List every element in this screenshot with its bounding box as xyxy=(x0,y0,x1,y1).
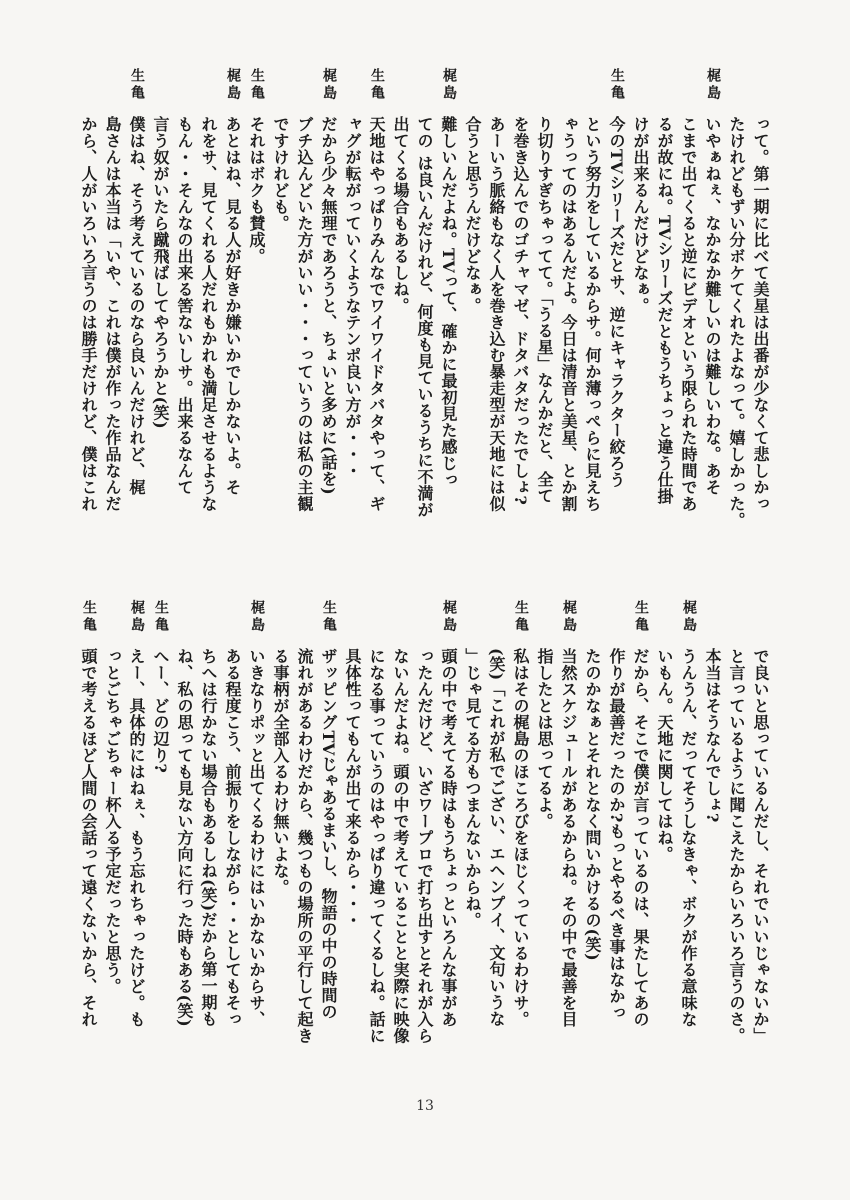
text-column xyxy=(175,600,194,1090)
speaker-spacer xyxy=(607,600,626,648)
text-column xyxy=(751,600,770,1090)
speaker-spacer xyxy=(463,600,482,648)
text-column xyxy=(343,68,362,538)
dialogue-line: 合うと思うんだけどなぁ。 xyxy=(463,116,482,314)
speaker-spacer xyxy=(535,68,554,116)
speaker-spacer xyxy=(343,68,362,116)
text-column xyxy=(151,600,170,1090)
text-column xyxy=(631,68,650,538)
text-column xyxy=(199,600,218,1090)
text-column xyxy=(679,600,698,1090)
text-column xyxy=(439,600,458,1090)
text-column xyxy=(583,68,602,538)
dialogue-line: ブチ込んどいた方がいい・・・っていうのは私の主観 xyxy=(295,116,314,512)
speaker-label: 梶島 xyxy=(561,600,577,634)
speaker-label: 生亀 xyxy=(129,68,145,102)
speaker-spacer xyxy=(751,68,770,116)
speaker-label: 生亀 xyxy=(513,600,529,634)
dialogue-line: もん・・そんなの出来る筈ないしサ。出来るなんて xyxy=(175,116,194,496)
speaker-spacer xyxy=(583,68,602,116)
text-column xyxy=(631,600,650,1090)
dialogue-line: 出てくる場合もあるしね。 xyxy=(391,116,410,314)
speaker-spacer xyxy=(463,68,482,116)
text-column xyxy=(511,600,530,1090)
speaker-spacer xyxy=(751,600,770,648)
text-column xyxy=(439,68,458,538)
speaker-spacer xyxy=(415,600,434,648)
text-column xyxy=(247,68,266,538)
speaker-label: 梶島 xyxy=(681,600,697,634)
text-column xyxy=(247,600,266,1090)
speaker-spacer xyxy=(175,68,194,116)
dialogue-line: 頭の中で考えてる時はもうちょっといろんな事があ xyxy=(439,648,458,1028)
speaker-spacer xyxy=(631,68,650,116)
dialogue-line: になる事っていうのはやっぱり違ってくるしね。話に xyxy=(367,648,386,1044)
text-column xyxy=(487,600,506,1090)
dialogue-line: から、人がいろいろ言うのは勝手だけれど、僕はこれ xyxy=(79,116,98,512)
text-column xyxy=(535,600,554,1090)
text-column xyxy=(727,68,746,538)
dialogue-line: 指したとは思ってるよ。 xyxy=(535,648,554,830)
text-column xyxy=(223,68,242,538)
text-column xyxy=(127,68,146,538)
text-column xyxy=(391,600,410,1090)
text-column xyxy=(607,68,626,538)
speaker-spacer xyxy=(79,68,98,116)
text-column xyxy=(79,600,98,1090)
speaker-label: 生亀 xyxy=(153,600,169,634)
dialogue-line: ある程度こう、前振りをしながら・・としてもそっ xyxy=(223,648,242,1028)
dialogue-line: だから少々無理であろうと、ちょいと多めに(話を) xyxy=(319,116,338,496)
speaker-label: 梶島 xyxy=(705,68,721,102)
text-column xyxy=(343,600,362,1090)
speaker-label: 梶島 xyxy=(129,600,145,634)
dialogue-line: 難しいんだよね。TVって、確かに最初見た感じっ xyxy=(439,116,458,488)
speaker-spacer xyxy=(103,600,122,648)
dialogue-line: 作りが最善だったのか?もっとやるべき事はなかっ xyxy=(607,648,626,1021)
text-column xyxy=(727,600,746,1090)
text-column xyxy=(367,68,386,538)
speaker-spacer xyxy=(391,600,410,648)
text-column xyxy=(463,68,482,538)
text-column xyxy=(559,600,578,1090)
speaker-label: 梶島 xyxy=(441,600,457,634)
text-column xyxy=(751,68,770,538)
speaker-label: 生亀 xyxy=(633,600,649,634)
text-column xyxy=(415,600,434,1090)
text-column xyxy=(319,600,338,1090)
speaker-label: 生亀 xyxy=(321,600,337,634)
dialogue-line: ちへは行かない場合もあるしね(笑)だから第一期も xyxy=(199,648,218,1028)
text-column xyxy=(79,68,98,538)
speaker-spacer xyxy=(391,68,410,116)
speaker-spacer xyxy=(415,68,434,116)
text-column xyxy=(487,68,506,538)
text-column xyxy=(175,68,194,538)
dialogue-line: ったんだけど、いざワープロで打ち出すとそれが入ら xyxy=(415,648,434,1044)
text-column xyxy=(103,68,122,538)
text-column xyxy=(391,68,410,538)
dialogue-line: 具体性ってもんが出て来るから・・・ xyxy=(343,648,362,929)
text-column xyxy=(127,600,146,1090)
dialogue-line: ですけれども。 xyxy=(271,116,290,232)
speaker-label: 生亀 xyxy=(369,68,385,102)
top-dialogue-block xyxy=(79,68,770,538)
dialogue-line: っとごちゃごちゃー杯入る予定だったと思う。 xyxy=(103,648,122,995)
text-column xyxy=(463,600,482,1090)
text-column xyxy=(679,68,698,538)
dialogue-line: 今のTVシリーズだとサ、逆にキャラクター絞ろう xyxy=(607,116,626,488)
text-column xyxy=(295,600,314,1090)
text-column xyxy=(199,68,218,538)
speaker-spacer xyxy=(223,600,242,648)
speaker-spacer xyxy=(103,68,122,116)
dialogue-line: り切りすぎちゃってて。「うる星」なんかだと、全て xyxy=(535,116,554,504)
speaker-label: 生亀 xyxy=(249,68,265,102)
dialogue-line: ての は良いんだけれど、何度も見ているうちに不満が xyxy=(415,116,434,519)
dialogue-line: 当然スケジュールがあるからね。その中で最善を目 xyxy=(559,648,578,1028)
speaker-spacer xyxy=(559,68,578,116)
dialogue-line: 私はその梶島のほころびをほじくっているわけサ。 xyxy=(511,648,530,1028)
speaker-label: 梶島 xyxy=(441,68,457,102)
speaker-spacer xyxy=(727,68,746,116)
speaker-spacer xyxy=(175,600,194,648)
dialogue-line: (笑)「これが私でござい、エヘンプイ、文句いうな xyxy=(487,648,506,1028)
speaker-spacer xyxy=(199,600,218,648)
dialogue-line: けが出来るんだけどなぁ。 xyxy=(631,116,650,314)
text-column xyxy=(103,600,122,1090)
dialogue-line: あーいう脈絡もなく人を巻き込む暴走型が天地には似 xyxy=(487,116,506,512)
dialogue-line: ャグが転がっていくようなテンポ良い方が・・・ xyxy=(343,116,362,479)
text-column xyxy=(295,68,314,538)
dialogue-line: うんうん、だってそうしなきゃ、ボクが作る意味な xyxy=(679,648,698,1028)
speaker-label: 梶島 xyxy=(321,68,337,102)
text-column xyxy=(703,600,722,1090)
text-column xyxy=(415,68,434,538)
dialogue-line: ないんだよね。頭の中で考えていることと実際に映像 xyxy=(391,648,410,1044)
text-column xyxy=(559,68,578,538)
dialogue-line: いやぁねぇ、なかなか難しいのは難しいわな。あそ xyxy=(703,116,722,496)
speaker-spacer xyxy=(343,600,362,648)
page-number: 13 xyxy=(416,1098,434,1114)
dialogue-line: いもん。天地に関してはね。 xyxy=(655,648,674,863)
text-column xyxy=(655,600,674,1090)
bottom-dialogue-block xyxy=(79,600,770,1090)
speaker-spacer xyxy=(487,68,506,116)
speaker-spacer xyxy=(511,68,530,116)
speaker-spacer xyxy=(655,68,674,116)
speaker-spacer xyxy=(583,600,602,648)
dialogue-line: ゃうってのはあるんだよ。今日は清音と美星、とか割 xyxy=(559,116,578,512)
dialogue-line: って。第一期に比べて美星は出番が少なくて悲しかっ xyxy=(751,116,770,512)
dialogue-line: ザッピングTVじゃあるまいし、物語の中の時間の xyxy=(319,648,338,1020)
speaker-spacer xyxy=(679,68,698,116)
dialogue-line: で良いと思っているんだし、それでいいじゃないか」 xyxy=(751,648,770,1044)
dialogue-line: たけれどもずい分ボケてくれたよなって。嬉しかった。 xyxy=(727,116,746,529)
text-column xyxy=(151,68,170,538)
text-column xyxy=(583,600,602,1090)
dialogue-line: こまで出てくると逆にビデオという限られた時間であ xyxy=(679,116,698,512)
speaker-spacer xyxy=(535,600,554,648)
text-column xyxy=(271,68,290,538)
dialogue-line: るが故にね。TVシリーズだともうちょっと違う仕掛 xyxy=(655,116,674,505)
text-column xyxy=(607,600,626,1090)
dialogue-line: 流れがあるわけだから、幾つもの場所の平行して起き xyxy=(295,648,314,1044)
text-column xyxy=(367,600,386,1090)
dialogue-line: たのかなぁとそれとなく問いかけるの(笑) xyxy=(583,648,602,962)
dialogue-line: 言う奴がいたら蹴飛ばしてやろうかと(笑) xyxy=(151,116,170,430)
text-column xyxy=(535,68,554,538)
dialogue-line: 頭で考えるほど人間の会話って遠くないから、それ xyxy=(79,648,98,1028)
text-column xyxy=(655,68,674,538)
speaker-spacer xyxy=(199,68,218,116)
text-column xyxy=(271,600,290,1090)
speaker-spacer xyxy=(151,68,170,116)
speaker-label: 生亀 xyxy=(81,600,97,634)
speaker-label: 梶島 xyxy=(249,600,265,634)
speaker-spacer xyxy=(271,68,290,116)
dialogue-line: ね、私の思っても見ない方向に行った時もある(笑) xyxy=(175,648,194,1028)
text-column xyxy=(703,68,722,538)
speaker-spacer xyxy=(727,600,746,648)
dialogue-line: と言っているように聞こえたからいろいろ言うのさ。 xyxy=(727,648,746,1044)
speaker-spacer xyxy=(703,600,722,648)
dialogue-line: を巻き込んでのゴチャマゼ、ドタバタだったでしょ? xyxy=(511,116,530,506)
speaker-spacer xyxy=(295,68,314,116)
dialogue-line: という努力をしているからサ。何か薄っぺらに見えち xyxy=(583,116,602,512)
text-column xyxy=(319,68,338,538)
speaker-spacer xyxy=(367,600,386,648)
dialogue-line: 島さんは本当は「いや、これは僕が作った作品なんだ xyxy=(103,116,122,512)
dialogue-line: 僕はね、そう考えているのなら良いんだけれど、梶 xyxy=(127,116,146,496)
dialogue-line: それはボクも賛成。 xyxy=(247,116,266,265)
speaker-spacer xyxy=(295,600,314,648)
dialogue-line: だから、そこで僕が言っているのは、果たしてあの xyxy=(631,648,650,1028)
speaker-label: 生亀 xyxy=(609,68,625,102)
speaker-spacer xyxy=(655,600,674,648)
dialogue-line: あとはね、見る人が好きか嫌いかでしかないよ。そ xyxy=(223,116,242,496)
speaker-spacer xyxy=(271,600,290,648)
text-column xyxy=(223,600,242,1090)
dialogue-line: 」じゃ見てる方もつまんないからね。 xyxy=(463,648,482,929)
dialogue-line: 本当はそうなんでしょ? xyxy=(703,648,722,823)
dialogue-line: る事柄が全部入るわけ無いよな。 xyxy=(271,648,290,896)
text-column xyxy=(511,68,530,538)
dialogue-line: えー、具体的にはねぇ、もう忘れちゃったけど。も xyxy=(127,648,146,1028)
speaker-label: 梶島 xyxy=(225,68,241,102)
dialogue-line: 天地はやっぱりみんなでワイワイドタバタやって、ギ xyxy=(367,116,386,512)
speaker-spacer xyxy=(487,600,506,648)
dialogue-line: れをサ、見てくれる人だれもかれも満足させるような xyxy=(199,116,218,512)
dialogue-line: へー、どの辺り? xyxy=(151,648,170,774)
dialogue-line: いきなりポッと出てくるわけにはいかないからサ、 xyxy=(247,648,266,1028)
